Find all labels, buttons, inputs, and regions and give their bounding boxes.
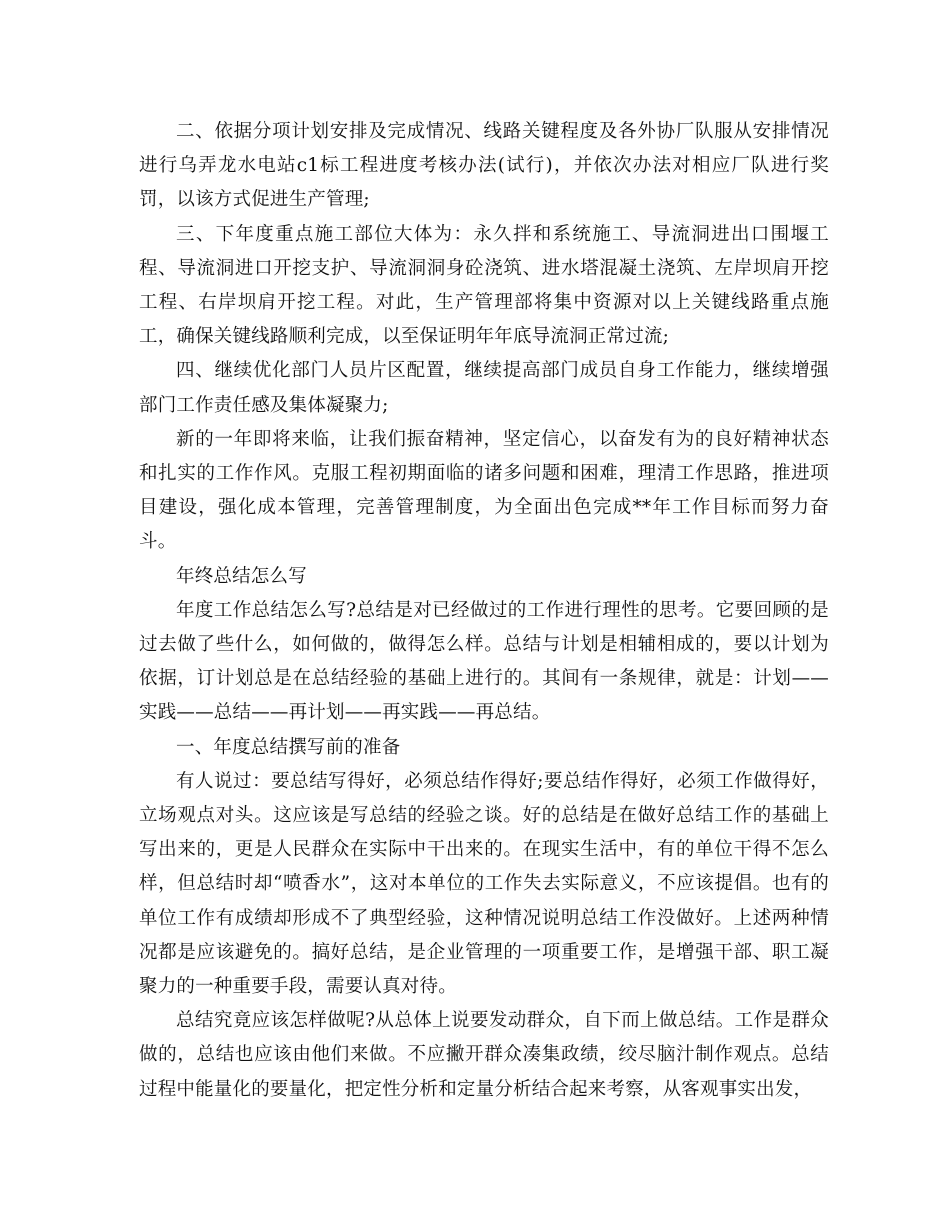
paragraph-good-summary: 有人说过：要总结写得好，必须总结作得好;要总结作得好，必须工作做得好，立场观点对头。这应该是写总结的经验之谈。好的总结是在做好总结工作的基础上写出来的，更是人民群众在实际中干出来的。在现实生活中，有的单位干得不怎么样，但总结时却“喷香水”，这对本单位的工作失去实际意义，不应该提倡。也有的单位工作有成绩却形成不了典型经验，这种情况说明总结工作没做好。上述两种情况都是应该避免的。搞好总结，是企业管理的一项重要工作，是增强干部、职工凝聚力的一种重要手段，需要认真对待。	[139, 770, 829, 998]
document-body	[139, 115, 829, 1107]
paragraph-how-to-summarize: 总结究竟应该怎样做呢?从总体上说要发动群众，自下而上做总结。工作是群众做的，总结也应该由他们来做。不应撇开群众凑集政绩，绞尽脑汁制作观点。总结过程中能量化的要量化，把定性分析和定量分析结合起来考察，从客观事实出发，	[139, 1010, 829, 1100]
paragraph-progress-assessment: 二、依据分项计划安排及完成情况、线路关键程度及各外协厂队服从安排情况进行乌弄龙水电站c1标工程进度考核办法(试行)，并依次办法对相应厂队进行奖罚，以该方式促进生产管理;	[139, 121, 829, 211]
section-heading-preparation: 一、年度总结撰写前的准备	[176, 736, 401, 758]
paragraph-key-construction: 三、下年度重点施工部位大体为：永久拌和系统施工、导流洞进出口围堰工程、导流洞进口开挖支护、导流洞洞身砼浇筑、进水塔混凝土浇筑、左岸坝肩开挖工程、右岸坝肩开挖工程。对此，生产管理部将集中资源对以上关键线路重点施工，确保关键线路顺利完成，以至保证明年年底导流洞正常过流;	[139, 223, 829, 348]
paragraph-new-year: 新的一年即将来临，让我们振奋精神，坚定信心，以奋发有为的良好精神状态和扎实的工作作风。克服工程初期面临的诸多问题和困难，理清工作思路，推进项目建设，强化成本管理，完善管理制度，为全面出色完成**年工作目标而努力奋斗。	[139, 428, 829, 553]
paragraph-summary-definition: 年度工作总结怎么写?总结是对已经做过的工作进行理性的思考。它要回顾的是过去做了些什么，如何做的，做得怎么样。总结与计划是相辅相成的，要以计划为依据，订计划总是在总结经验的基础上进行的。其间有一条规律，就是：计划——实践——总结——再计划——再实践——再总结。	[139, 599, 829, 724]
paragraph-staff-optimization: 四、继续优化部门人员片区配置，继续提高部门成员自身工作能力，继续增强部门工作责任感及集体凝聚力;	[139, 360, 829, 416]
section-heading-how-to-write: 年终总结怎么写	[176, 565, 307, 587]
